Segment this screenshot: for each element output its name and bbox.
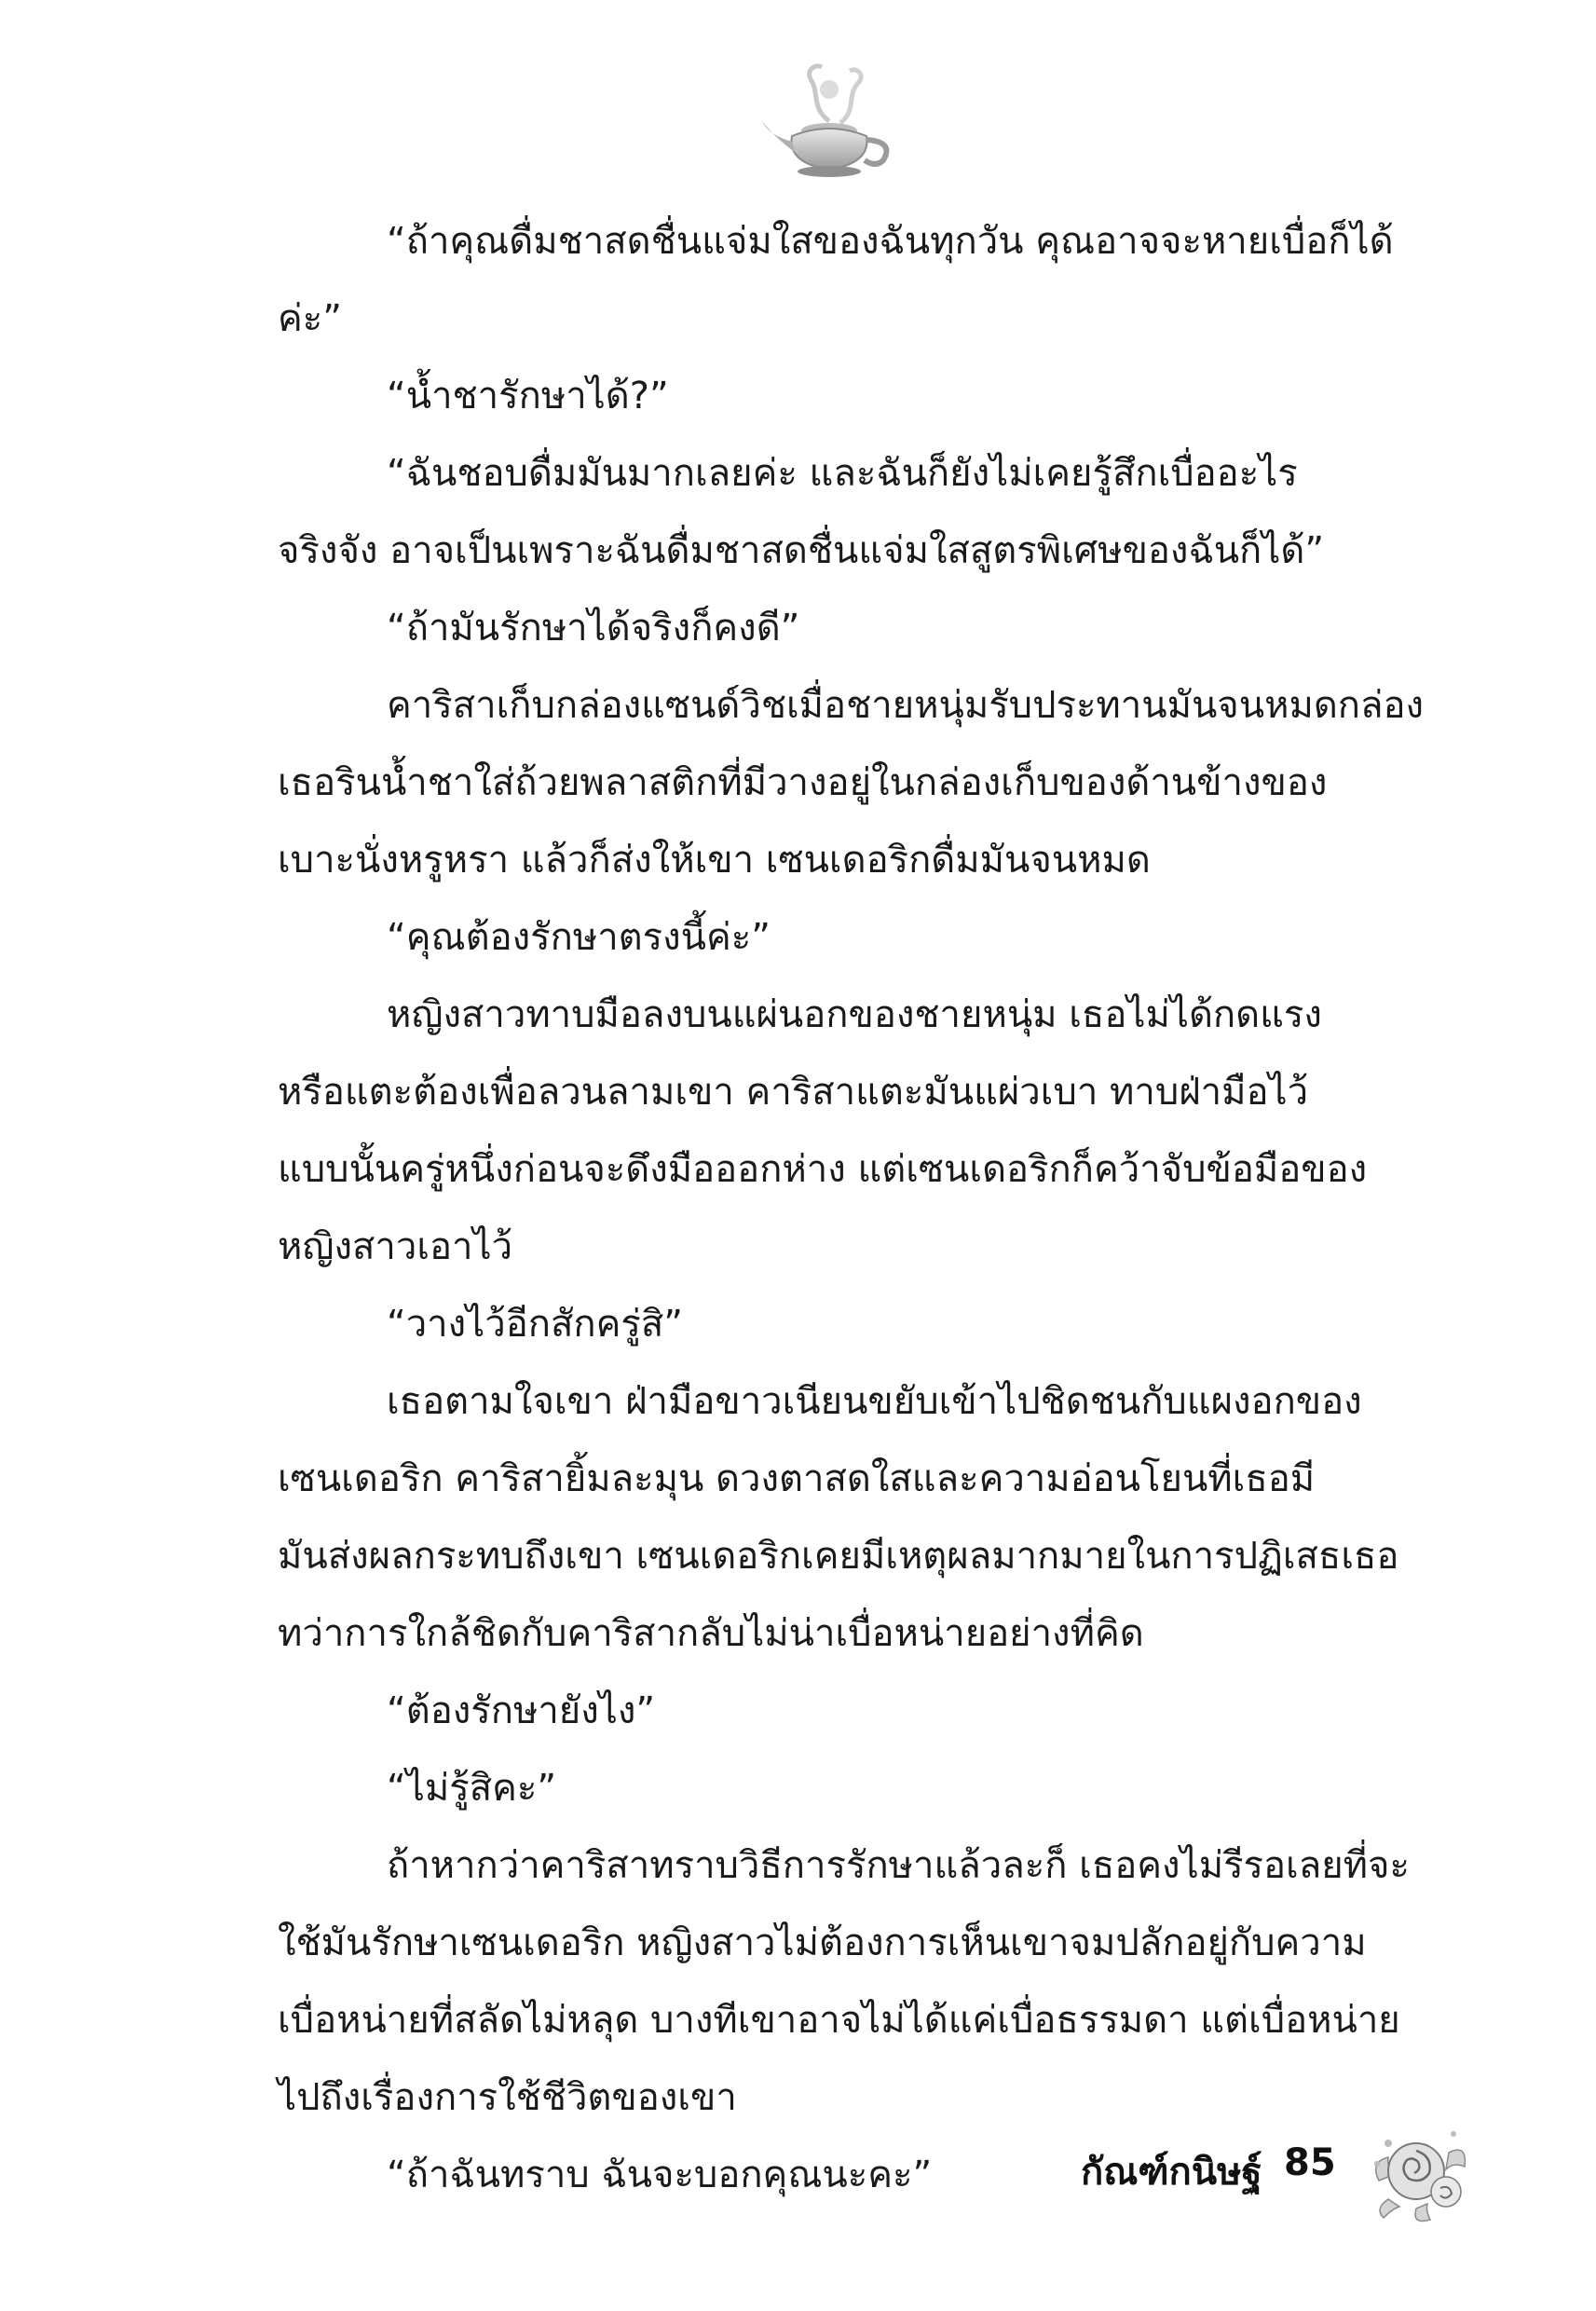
page-footer [1081, 2125, 1472, 2218]
text-line: “ถ้าคุณดื่มชาสดชื่นแจ่มใสของฉันทุกวัน คุณอาจจะหายเบื่อก็ได้ [387, 220, 1394, 263]
text-line: ถ้าหากว่าคาริสาทราบวิธีการรักษาแล้วละก็ เธอคงไม่รีรอเลยที่จะ [387, 1844, 1410, 1887]
rose-ornament-icon [1360, 2115, 1472, 2227]
text-line: “ถ้าฉันทราบ ฉันจะบอกคุณนะคะ” [387, 2154, 933, 2196]
text-line: หญิงสาวเอาไว้ [278, 1225, 513, 1268]
text-line: ค่ะ” [278, 297, 342, 340]
text-line: ไปถึงเรื่องการใช้ชีวิตของเขา [278, 2076, 737, 2119]
text-line: “ไม่รู้สิคะ” [387, 1767, 557, 1810]
text-line: เบาะนั่งหรูหรา แล้วก็ส่งให้เขา เซนเดอริกดื่มมันจนหมด [278, 839, 1151, 882]
text-line: เธอตามใจเขา ฝ่ามือขาวเนียนขยับเข้าไปชิดชนกับแผงอกของ [387, 1380, 1362, 1423]
text-line: “คุณต้องรักษาตรงนี้ค่ะ” [387, 916, 771, 959]
teapot-ornament-icon [755, 56, 904, 186]
text-line: ใช้มันรักษาเซนเดอริก หญิงสาวไม่ต้องการเห็นเขาจมปลักอยู่กับความ [278, 1921, 1367, 1964]
text-line: หญิงสาวทาบมือลงบนแผ่นอกของชายหนุ่ม เธอไม่ได้กดแรง [387, 993, 1322, 1036]
text-line: มันส่งผลกระทบถึงเขา เซนเดอริกเคยมีเหตุผลมากมายในการปฏิเสธเธอ [278, 1535, 1399, 1578]
text-line: เซนเดอริก คาริสายิ้มละมุน ดวงตาสดใสและความอ่อนโยนที่เธอมี [278, 1457, 1316, 1500]
text-line: “ต้องรักษายังไง” [387, 1689, 656, 1732]
text-line: คาริสาเก็บกล่องแซนด์วิชเมื่อชายหนุ่มรับประทานมันจนหมดกล่อง [387, 684, 1425, 727]
text-line: แบบนั้นครู่หนึ่งก่อนจะดึงมือออกห่าง แต่เซนเดอริกก็คว้าจับข้อมือของ [278, 1148, 1368, 1191]
text-line: เธอรินน้ำชาใส่ถ้วยพลาสติกที่มีวางอยู่ในกล่องเก็บของด้านข้างของ [278, 761, 1328, 804]
text-line: “วางไว้อีกสักครู่สิ” [387, 1303, 684, 1346]
text-line: “น้ำชารักษาได้?” [387, 375, 669, 417]
text-line: “ถ้ามันรักษาได้จริงก็คงดี” [387, 607, 800, 650]
text-line: จริงจัง อาจเป็นเพราะฉันดื่มชาสดชื่นแจ่มใสสูตรพิเศษของฉันก็ได้” [278, 529, 1325, 572]
text-line: หรือแตะต้องเพื่อลวนลามเขา คาริสาแตะมันแผ่วเบา ทาบฝ่ามือไว้ [278, 1071, 1309, 1114]
page-body [278, 203, 1438, 2214]
text-line: เบื่อหน่ายที่สลัดไม่หลุด บางทีเขาอาจไม่ได้แค่เบื่อธรรมดา แต่เบื่อหน่าย [278, 1999, 1400, 2042]
book-title: กัณฑ์กนิษฐ์ [1081, 2151, 1262, 2194]
text-line: “ฉันชอบดื่มมันมากเลยค่ะ และฉันก็ยังไม่เคยรู้สึกเบื่ออะไร [387, 452, 1298, 495]
text-line: ทว่าการใกล้ชิดกับคาริสากลับไม่น่าเบื่อหน่ายอย่างที่คิด [278, 1612, 1144, 1655]
page-number: 85 [1284, 2141, 1336, 2184]
